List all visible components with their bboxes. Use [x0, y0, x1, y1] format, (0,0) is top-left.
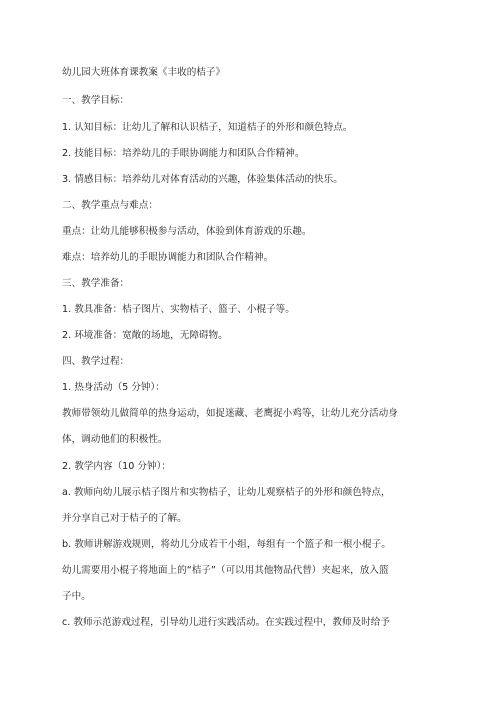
text-line: 幼儿需要用小棍子将地面上的“桔子”（可以用其他物品代替）夹起来，放入篮 [62, 565, 389, 576]
text-line: 教师带领幼儿做简单的热身运动，如捉迷藏、老鹰捉小鸡等，让幼儿充分活动身 [62, 408, 398, 419]
section-heading-preparation: 三、教学准备： [62, 278, 130, 289]
text-line: 1. 教具准备：桔子图片、实物桔子、篮子、小棍子等。 [62, 304, 295, 315]
text-line: a. 教师向幼儿展示桔子图片和实物桔子，让幼儿观察桔子的外形和颜色特点， [62, 487, 391, 498]
text-line: 1. 热身活动（5 分钟）： [62, 382, 165, 393]
document-title: 幼儿园大班体育课教案《丰收的桔子》 [62, 67, 226, 78]
text-line: 2. 教学内容（10 分钟）： [62, 461, 172, 472]
text-line: 2. 技能目标：培养幼儿的手眼协调能力和团队合作精神。 [62, 148, 305, 159]
text-line: 并分享自己对于桔子的了解。 [62, 513, 187, 524]
text-line: 2. 环境准备：宽敞的场地，无障碍物。 [62, 330, 228, 341]
text-line: c. 教师示范游戏过程，引导幼儿进行实践活动。在实践过程中，教师及时给予 [62, 617, 390, 628]
text-line: 体，调动他们的积极性。 [62, 434, 168, 445]
section-heading-objectives: 一、教学目标： [62, 95, 130, 106]
text-line: 难点：培养幼儿的手眼协调能力和团队合作精神。 [62, 252, 274, 263]
text-line: 重点：让幼儿能够积极参与活动，体验到体育游戏的乐趣。 [62, 226, 312, 237]
text-line: b. 教师讲解游戏规则，将幼儿分成若干小组，每组有一个篮子和一根小棍子。 [62, 539, 391, 550]
text-line: 子中。 [62, 591, 91, 602]
text-line: 1. 认知目标：让幼儿了解和认识桔子，知道桔子的外形和颜色特点。 [62, 122, 353, 133]
section-heading-process: 四、教学过程： [62, 356, 130, 367]
text-line: 3. 情感目标：培养幼儿对体育活动的兴趣，体验集体活动的快乐。 [62, 174, 343, 185]
section-heading-key-points: 二、教学重点与难点： [62, 200, 158, 211]
